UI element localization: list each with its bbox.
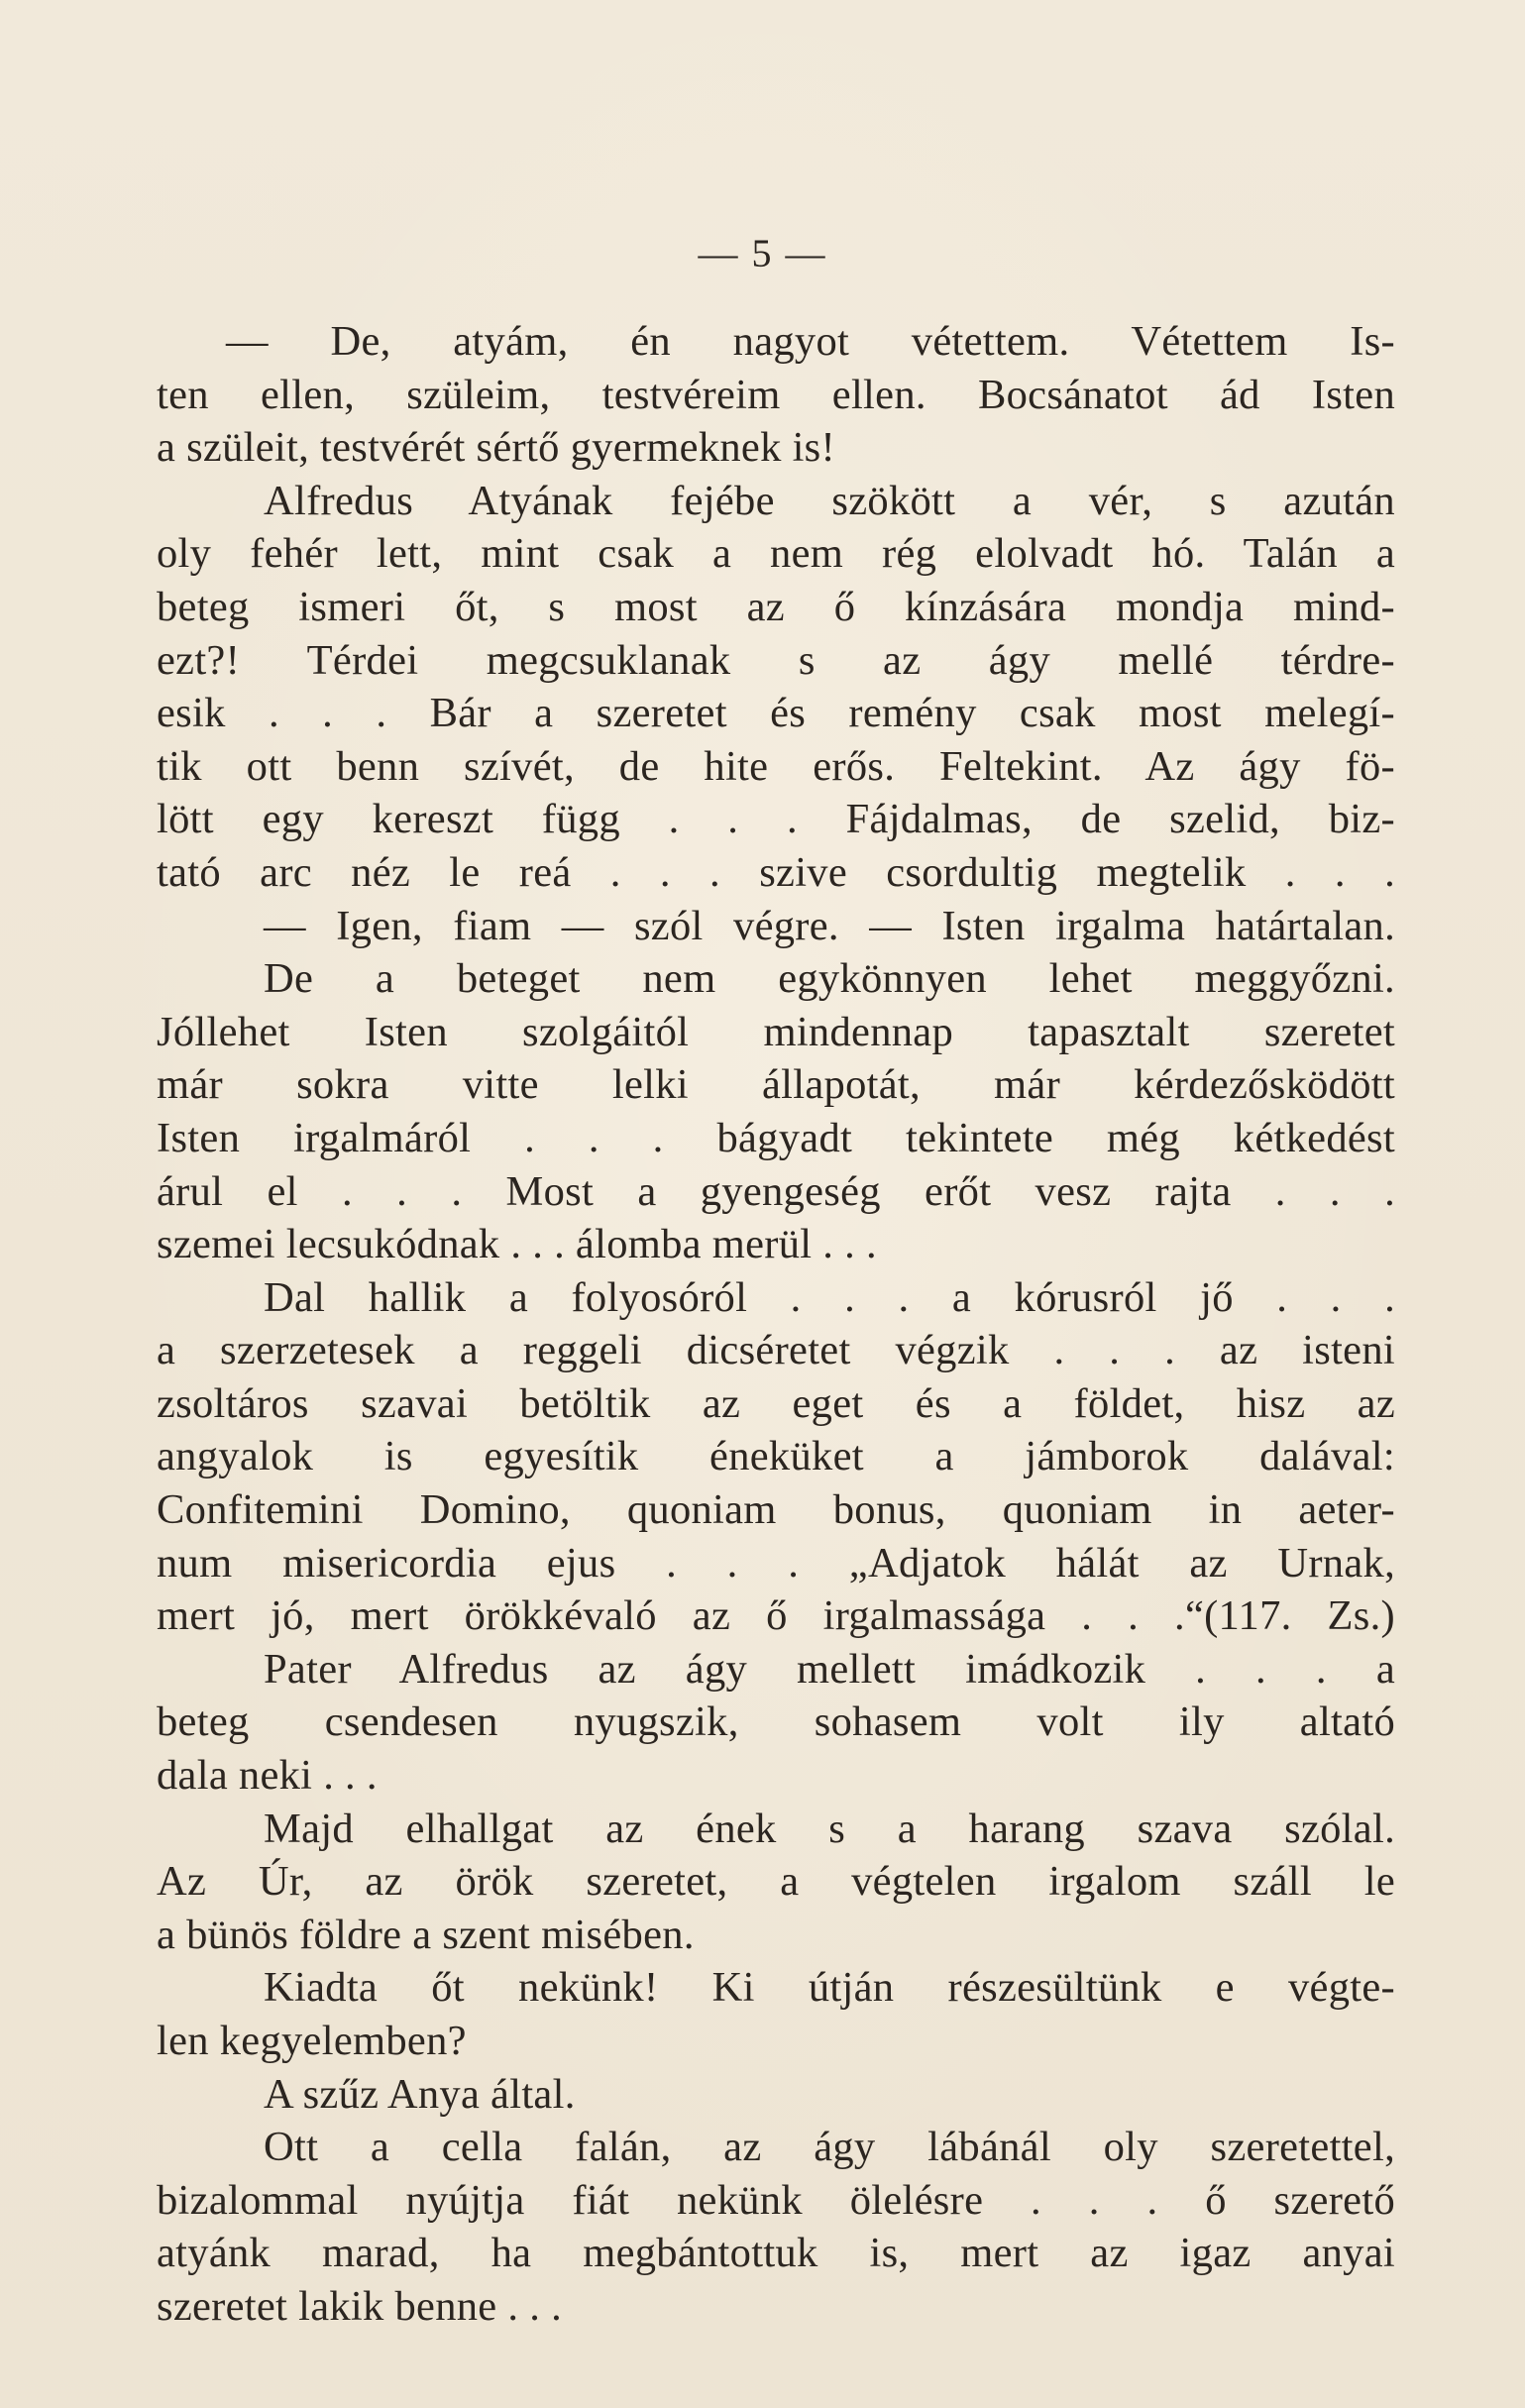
text-line: a szüleit, testvérét sértő gyermeknek is! [157,424,835,472]
text-line: oly fehér lett, mint csak a nem rég elolvadt hó. Talán a [157,530,1395,578]
text-line: árul el . . . Most a gyengeség erőt vesz rajta . . . [157,1167,1395,1215]
text-line: beteg csendesen nyugszik, sohasem volt ily altató [157,1698,1395,1746]
text-line: Dal hallik a folyosóról . . . a kórusról jő . . . [264,1273,1395,1321]
text-line: — De, atyám, én nagyot vétettem. Vétettem Is- [226,318,1395,365]
text-line: ezt?! Térdei megcsuklanak s az ágy mellé térdre- [157,636,1395,684]
text-line: Isten irgalmáról . . . bágyadt tekintete még kétkedést [157,1114,1395,1161]
text-line: Confitemini Domino, quoniam bonus, quoniam in aeter- [157,1486,1395,1534]
text-line: A szűz Anya által. [264,2070,576,2118]
text-line: bizalommal nyújtja fiát nekünk ölelésre . . . ő szerető [157,2176,1395,2224]
text-line: dala neki . . . [157,1752,378,1800]
text-line: mert jó, mert örökkévaló az ő irgalmassága . . .“(117. Zs.) [157,1592,1395,1640]
text-line: a szerzetesek a reggeli dicséretet végzik . . . az isteni [157,1327,1395,1374]
text-line: Pater Alfredus az ágy mellett imádkozik . . . a [264,1645,1395,1693]
text-line: — Igen, fiam — szól végre. — Isten irgalma határtalan. [264,902,1395,949]
text-line: Kiadta őt nekünk! Ki útján részesültünk e végte- [264,1964,1395,2012]
text-line: tató arc néz le reá . . . szive csordultig megtelik . . . [157,848,1395,896]
text-line: már sokra vitte lelki állapotát, már kérdezősködött [157,1061,1395,1109]
text-line: tik ott benn szívét, de hite erős. Feltekint. Az ágy fö- [157,742,1395,790]
text-line: esik . . . Bár a szeretet és remény csak most melegí- [157,690,1395,737]
page-number: — 5 — [698,231,827,275]
text-line: num misericordia ejus . . . „Adjatok hálát az Urnak, [157,1539,1395,1587]
text-line: szeretet lakik benne . . . [157,2282,563,2330]
text-line: beteg ismeri őt, s most az ő kínzására mondja mind- [157,583,1395,630]
text-line: zsoltáros szavai betöltik az eget és a földet, hisz az [157,1379,1395,1427]
text-line: Alfredus Atyának fejébe szökött a vér, s azután [264,477,1395,524]
text-line: Ott a cella falán, az ágy lábánál oly szeretettel, [264,2124,1395,2171]
text-line: len kegyelemben? [157,2018,467,2064]
text-line: angyalok is egyesítik éneküket a jámborok dalával: [157,1433,1395,1480]
text-line: Majd elhallgat az ének s a harang szava szólal. [264,1805,1395,1852]
text-line: ten ellen, szüleim, testvéreim ellen. Bocsánatot ád Isten [157,371,1395,418]
text-line: szemei lecsukódnak . . . álomba merül . . . [157,1221,877,1268]
text-line: Az Úr, az örök szeretet, a végtelen irgalom száll le [157,1858,1395,1906]
text-line: Jóllehet Isten szolgáitól mindennap tapasztalt szeretet [157,1008,1395,1055]
body-text [157,315,1395,2334]
text-line: atyánk marad, ha megbántottuk is, mert az igaz anyai [157,2230,1395,2277]
text-line: De a beteget nem egykönnyen lehet meggyőzni. [264,955,1395,1003]
text-line: lött egy kereszt függ . . . Fájdalmas, de szelid, biz- [157,796,1395,843]
text-line: a bünös földre a szent misében. [157,1911,695,1958]
